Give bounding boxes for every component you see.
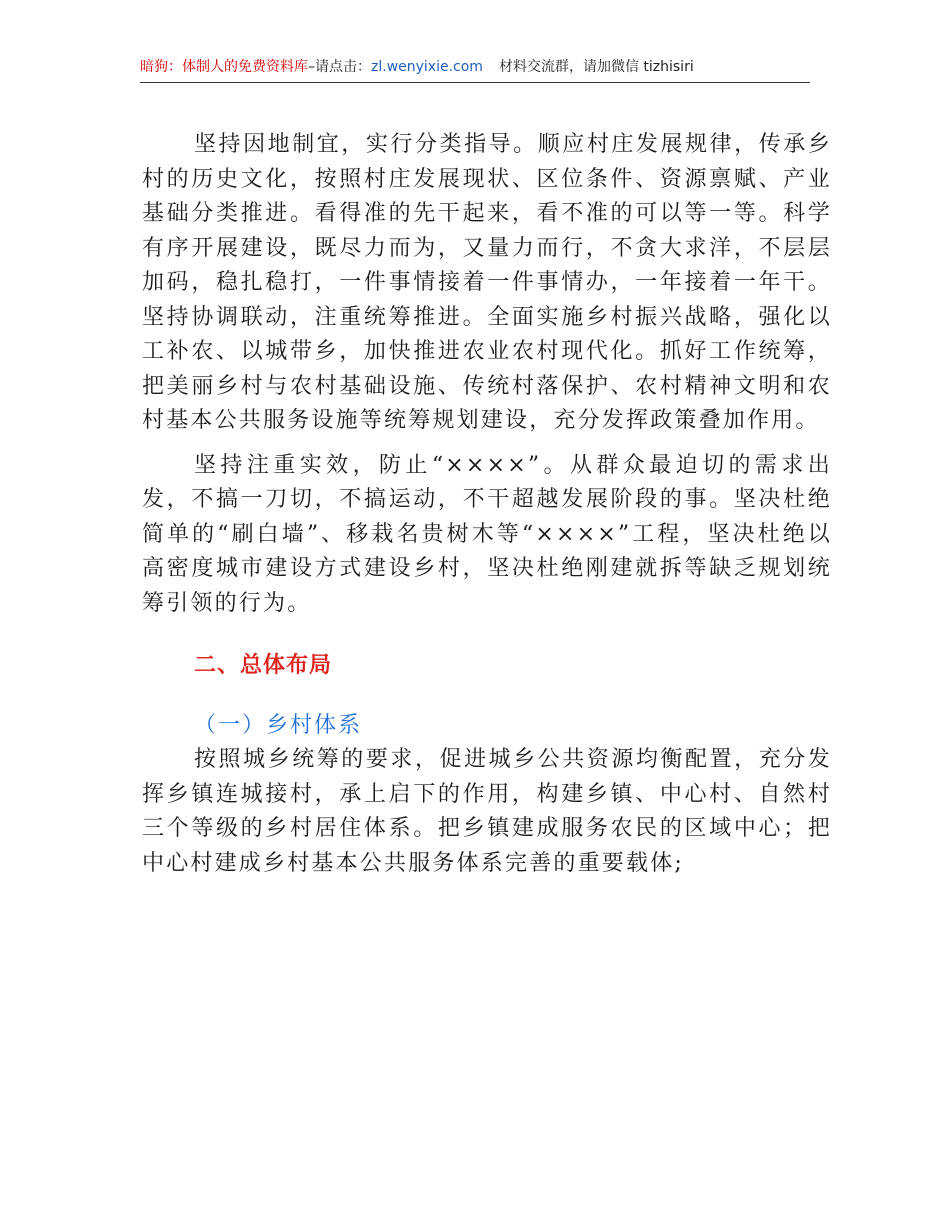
wechat-group-note: 材料交流群，请加微信 tizhisiri <box>498 59 694 75</box>
paragraph-principles: 坚持因地制宜，实行分类指导。顺应村庄发展规律，传承乡村的历史文化，按照村庄发展现状、区位条件、资源禀赋、产业基础分类推进。看得准的先干起来，看不准的可以等一等。科学有序开展建设，既尽力而为，又量力而行，不贪大求洋，不层层加码，稳扎稳打，一件事情接着一件事情办，一年接着一年干。坚持协调联动，注重统筹推进。全面实施乡村振兴战略，强化以工补农、以城带乡，加快推进农业农村现代化。抓好工作统筹，把美丽乡村与农村基础设施、传统村落保护、农村精神文明和农村基本公共服务设施等统筹规划建设，充分发挥政策叠加作用。 <box>142 132 832 433</box>
site-name: 暗狗：体制人的免费资料库 <box>140 59 308 75</box>
document-body <box>142 128 832 891</box>
subsection-heading: （一）乡村体系 <box>194 713 363 738</box>
paragraph-effectiveness: 坚持注重实效，防止“××××”。从群众最迫切的需求出发，不搞一刀切，不搞运动，不干超越发展阶段的事。坚决杜绝简单的“刷白墙”、移栽名贵树木等“××××”工程，坚决杜绝以高密度城市建设方式建设乡村，坚决杜绝刚建就拆等缺乏规划统筹引领的行为。 <box>142 452 832 616</box>
site-url-link[interactable]: zl.wenyixie.com <box>371 59 483 75</box>
click-prompt: –请点击： <box>308 59 371 75</box>
section-heading: 二、总体布局 <box>194 653 333 678</box>
page-header <box>140 56 810 83</box>
paragraph-rural-system: 按照城乡统筹的要求，促进城乡公共资源均衡配置，充分发挥乡镇连城接村，承上启下的作用，构建乡镇、中心村、自然村三个等级的乡村居住体系。把乡镇建成服务农民的区域中心；把中心村建成乡村基本公共服务体系完善的重要载体; <box>142 747 832 876</box>
